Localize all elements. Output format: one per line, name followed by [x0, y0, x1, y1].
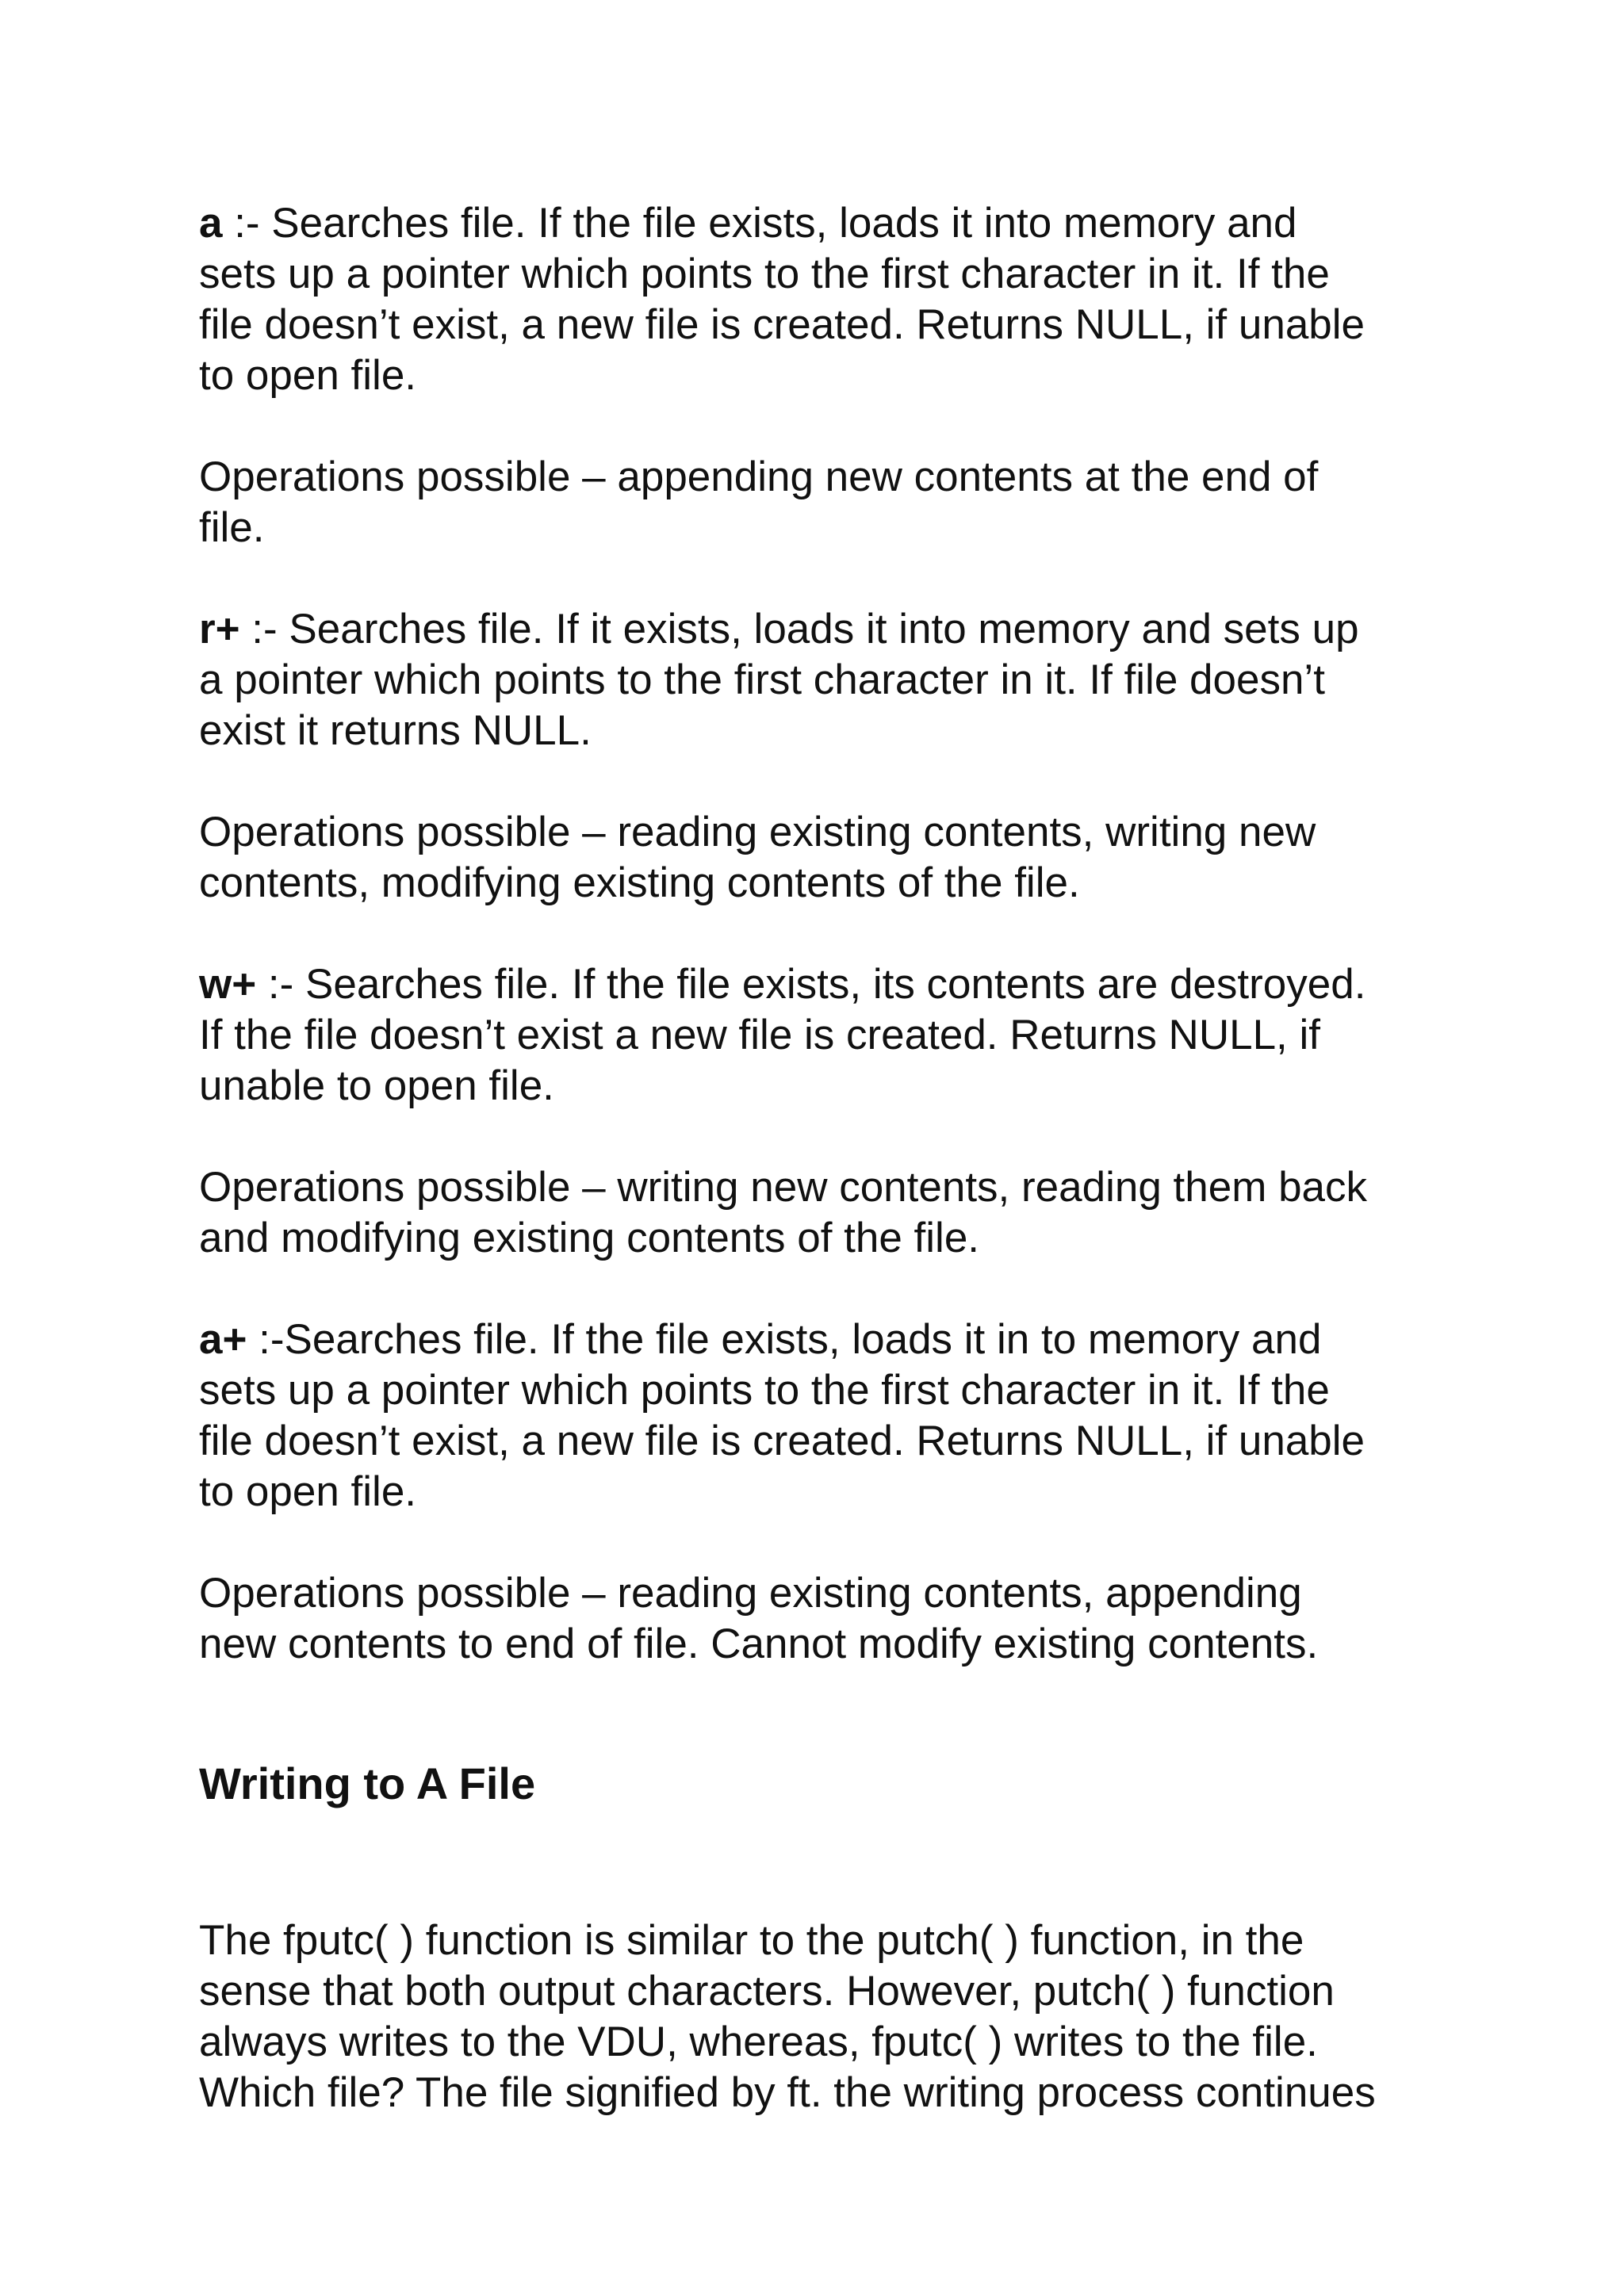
- text-line: [199, 959, 1436, 1010]
- fputc-paragraph: [199, 1915, 1436, 2118]
- text-line: [199, 1314, 1436, 1365]
- text-line-content: :- Searches file. If the file exists, loads it into memory and: [222, 200, 1297, 247]
- text-line: a pointer which points to the first character in it. If file doesn’t: [199, 656, 1325, 703]
- text-line: and modifying existing contents of the file.: [199, 1215, 980, 1261]
- text-line: file.: [199, 504, 265, 551]
- mode-term: a+: [199, 1316, 247, 1363]
- text-line: always writes to the VDU, whereas, fputc( ) writes to the file.: [199, 2019, 1318, 2065]
- text-line: Operations possible – reading existing contents, writing new: [199, 809, 1316, 855]
- text-line: [199, 198, 1436, 249]
- text-line-content: :- Searches file. If it exists, loads it into memory and sets up: [239, 606, 1359, 652]
- text-line: to open file.: [199, 1468, 417, 1515]
- text-line: to open file.: [199, 352, 417, 399]
- mode-term: r+: [199, 606, 240, 652]
- mode-w-plus-description: [199, 959, 1436, 1112]
- text-line: file doesn’t exist, a new file is created. Returns NULL, if unable: [199, 1418, 1365, 1464]
- mode-term: a: [199, 200, 223, 247]
- mode-a-operations: [199, 452, 1436, 553]
- section-heading: Writing to A File: [199, 1758, 536, 1808]
- text-line-content: :- Searches file. If the file exists, its contents are destroyed.: [256, 961, 1366, 1008]
- mode-a-plus-operations: [199, 1568, 1436, 1670]
- text-line-content: :-Searches file. If the file exists, loads it in to memory and: [247, 1316, 1322, 1363]
- text-line: exist it returns NULL.: [199, 707, 592, 754]
- text-line: Operations possible – reading existing contents, appending: [199, 1570, 1302, 1617]
- text-line: Which file? The file signified by ft. the writing process continues: [199, 2069, 1376, 2116]
- mode-w-plus-operations: [199, 1162, 1436, 1264]
- mode-r-plus-description: [199, 604, 1436, 756]
- mode-term: w+: [199, 961, 257, 1008]
- text-line: new contents to end of file. Cannot modify existing contents.: [199, 1621, 1319, 1667]
- text-line: Operations possible – writing new contents, reading them back: [199, 1164, 1368, 1211]
- text-line: Operations possible – appending new contents at the end of: [199, 453, 1319, 500]
- text-line: sets up a pointer which points to the first character in it. If the: [199, 1367, 1330, 1414]
- mode-a-description: [199, 198, 1436, 401]
- mode-r-plus-operations: [199, 807, 1436, 909]
- text-line: sets up a pointer which points to the first character in it. If the: [199, 251, 1330, 297]
- mode-a-plus-description: [199, 1314, 1436, 1517]
- text-line: unable to open file.: [199, 1062, 554, 1109]
- text-line: contents, modifying existing contents of the file.: [199, 859, 1080, 906]
- text-line: sense that both output characters. However, putch( ) function: [199, 1968, 1335, 2015]
- text-line: If the file doesn’t exist a new file is created. Returns NULL, if: [199, 1012, 1320, 1058]
- text-line: [199, 604, 1436, 655]
- text-line: file doesn’t exist, a new file is created. Returns NULL, if unable: [199, 301, 1365, 348]
- text-line: The fputc( ) function is similar to the putch( ) function, in the: [199, 1917, 1304, 1964]
